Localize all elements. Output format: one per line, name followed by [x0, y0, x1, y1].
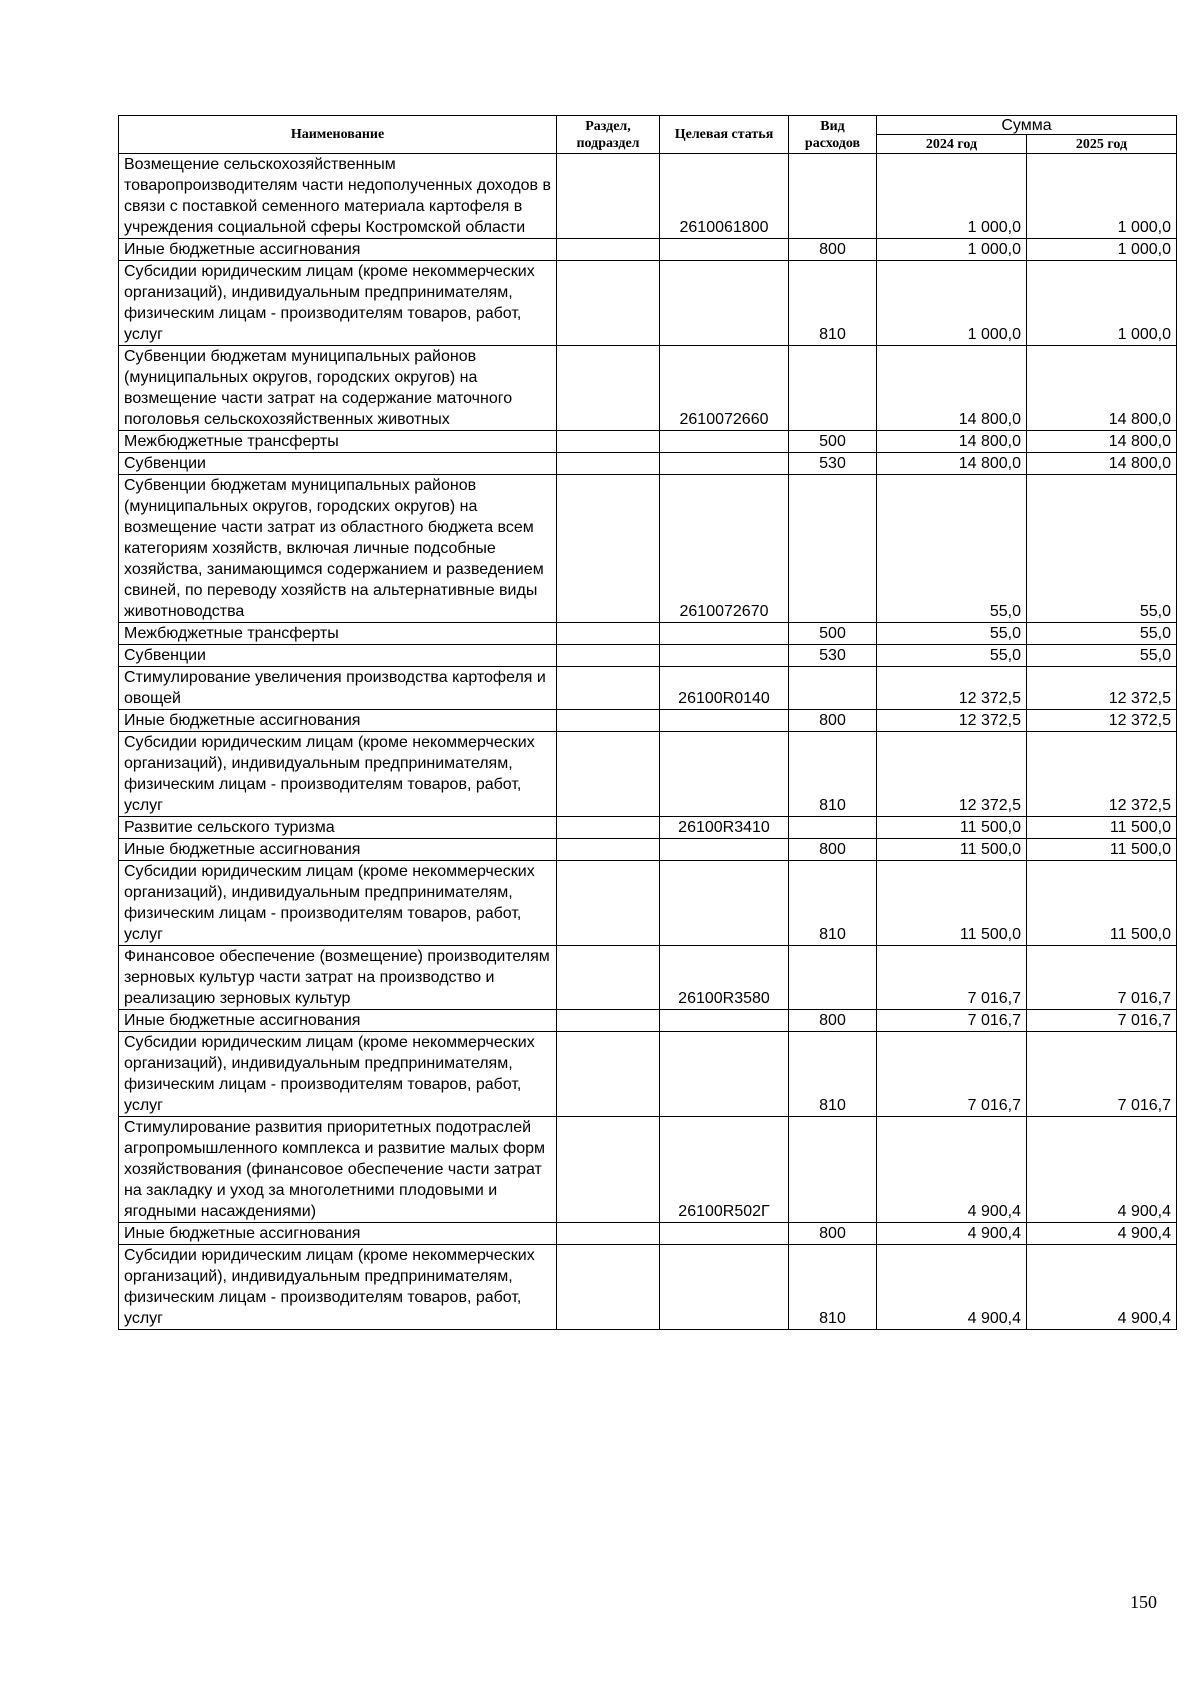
cell-section	[557, 623, 660, 645]
page-number: 150	[1130, 1592, 1157, 1612]
cell-2024: 11 500,0	[877, 839, 1027, 861]
cell-target	[660, 710, 789, 732]
table-row	[119, 1010, 1177, 1032]
cell-name: Возмещение сельскохозяйственным товаропроизводителям части недополученных доходов в связи с поставкой семенного материала картофеля в учреждения социальной сферы Костромской области	[119, 154, 557, 239]
cell-2025: 12 372,5	[1027, 732, 1177, 817]
cell-target	[660, 453, 789, 475]
cell-name: Стимулирование увеличения производства картофеля и овощей	[119, 667, 557, 710]
cell-2025: 14 800,0	[1027, 346, 1177, 431]
cell-name: Субвенции	[119, 645, 557, 667]
header-section: Раздел, подраздел	[557, 116, 660, 154]
header-name: Наименование	[119, 116, 557, 154]
cell-name: Иные бюджетные ассигнования	[119, 710, 557, 732]
cell-type	[789, 475, 877, 623]
table-row	[119, 839, 1177, 861]
cell-name: Межбюджетные трансферты	[119, 431, 557, 453]
header-sum: Сумма	[877, 116, 1177, 135]
cell-2025: 4 900,4	[1027, 1117, 1177, 1223]
cell-2025: 12 372,5	[1027, 667, 1177, 710]
cell-name: Субвенции бюджетам муниципальных районов (муниципальных округов, городских округов) на возмещение части затрат на содержание маточного поголовья сельскохозяйственных животных	[119, 346, 557, 431]
table-row	[119, 710, 1177, 732]
cell-target: 2610061800	[660, 154, 789, 239]
cell-2024: 7 016,7	[877, 946, 1027, 1010]
cell-2025: 4 900,4	[1027, 1223, 1177, 1245]
cell-section	[557, 817, 660, 839]
cell-2024: 4 900,4	[877, 1223, 1027, 1245]
cell-type: 500	[789, 623, 877, 645]
cell-target: 2610072670	[660, 475, 789, 623]
cell-2025: 7 016,7	[1027, 946, 1177, 1010]
cell-name: Субсидии юридическим лицам (кроме некоммерческих организаций), индивидуальным предпринимателям, физическим лицам - производителям товаров, работ, услуг	[119, 261, 557, 346]
header-year-2024: 2024 год	[877, 135, 1027, 154]
cell-name: Иные бюджетные ассигнования	[119, 1223, 557, 1245]
cell-2025: 11 500,0	[1027, 839, 1177, 861]
cell-2024: 55,0	[877, 623, 1027, 645]
cell-name: Субсидии юридическим лицам (кроме некоммерческих организаций), индивидуальным предпринимателям, физическим лицам - производителям товаров, работ, услуг	[119, 1245, 557, 1330]
cell-type: 530	[789, 645, 877, 667]
cell-name: Субвенции бюджетам муниципальных районов (муниципальных округов, городских округов) на возмещение части затрат из областного бюджета всем категориям хозяйств, включая личные подсобные хозяйства, занимающимся содержанием и разведением свиней, по переводу хозяйств на альтернативные виды животноводства	[119, 475, 557, 623]
cell-name: Субсидии юридическим лицам (кроме некоммерческих организаций), индивидуальным предпринимателям, физическим лицам - производителям товаров, работ, услуг	[119, 732, 557, 817]
cell-type: 810	[789, 1032, 877, 1117]
table-row	[119, 1117, 1177, 1223]
table-row	[119, 154, 1177, 239]
cell-target	[660, 861, 789, 946]
cell-section	[557, 1010, 660, 1032]
cell-2024: 11 500,0	[877, 817, 1027, 839]
table-row	[119, 645, 1177, 667]
cell-target: 26100R3410	[660, 817, 789, 839]
cell-target	[660, 623, 789, 645]
cell-section	[557, 861, 660, 946]
cell-type	[789, 667, 877, 710]
table-row	[119, 1245, 1177, 1330]
cell-name: Межбюджетные трансферты	[119, 623, 557, 645]
cell-2024: 55,0	[877, 645, 1027, 667]
cell-section	[557, 667, 660, 710]
cell-target	[660, 239, 789, 261]
header-target: Целевая статья	[660, 116, 789, 154]
cell-target	[660, 1223, 789, 1245]
cell-section	[557, 453, 660, 475]
table-row	[119, 667, 1177, 710]
cell-section	[557, 1223, 660, 1245]
cell-target	[660, 1010, 789, 1032]
cell-type: 800	[789, 839, 877, 861]
cell-type: 810	[789, 261, 877, 346]
table-header	[119, 116, 1177, 154]
cell-section	[557, 839, 660, 861]
cell-type: 810	[789, 861, 877, 946]
table-row	[119, 475, 1177, 623]
cell-type	[789, 154, 877, 239]
table-row	[119, 1223, 1177, 1245]
cell-target	[660, 431, 789, 453]
cell-2024: 4 900,4	[877, 1245, 1027, 1330]
cell-section	[557, 239, 660, 261]
cell-2024: 1 000,0	[877, 239, 1027, 261]
cell-section	[557, 946, 660, 1010]
cell-2025: 1 000,0	[1027, 239, 1177, 261]
cell-section	[557, 346, 660, 431]
cell-name: Субвенции	[119, 453, 557, 475]
cell-target	[660, 732, 789, 817]
cell-type	[789, 1117, 877, 1223]
cell-name: Субсидии юридическим лицам (кроме некоммерческих организаций), индивидуальным предпринимателям, физическим лицам - производителям товаров, работ, услуг	[119, 861, 557, 946]
cell-name: Субсидии юридическим лицам (кроме некоммерческих организаций), индивидуальным предпринимателям, физическим лицам - производителям товаров, работ, услуг	[119, 1032, 557, 1117]
cell-section	[557, 261, 660, 346]
cell-target	[660, 1245, 789, 1330]
cell-2025: 11 500,0	[1027, 817, 1177, 839]
cell-type: 810	[789, 732, 877, 817]
table-row	[119, 946, 1177, 1010]
table-row	[119, 239, 1177, 261]
cell-target: 26100R502Г	[660, 1117, 789, 1223]
cell-target	[660, 645, 789, 667]
table-row	[119, 346, 1177, 431]
cell-section	[557, 431, 660, 453]
cell-2024: 4 900,4	[877, 1117, 1027, 1223]
cell-section	[557, 645, 660, 667]
cell-2025: 1 000,0	[1027, 154, 1177, 239]
cell-target	[660, 839, 789, 861]
table-row	[119, 861, 1177, 946]
cell-section	[557, 710, 660, 732]
cell-type: 800	[789, 710, 877, 732]
cell-section	[557, 1032, 660, 1117]
cell-section	[557, 1117, 660, 1223]
cell-type: 810	[789, 1245, 877, 1330]
cell-2024: 11 500,0	[877, 861, 1027, 946]
table-row	[119, 732, 1177, 817]
cell-name: Стимулирование развития приоритетных подотраслей агропромышленного комплекса и развитие малых форм хозяйствования (финансовое обеспечение части затрат на закладку и уход за многолетними плодовыми и ягодными насаждениями)	[119, 1117, 557, 1223]
header-type: Вид расходов	[789, 116, 877, 154]
cell-section	[557, 1245, 660, 1330]
table-row	[119, 623, 1177, 645]
cell-2025: 1 000,0	[1027, 261, 1177, 346]
cell-2025: 12 372,5	[1027, 710, 1177, 732]
cell-target: 26100R3580	[660, 946, 789, 1010]
cell-2025: 14 800,0	[1027, 431, 1177, 453]
cell-2024: 55,0	[877, 475, 1027, 623]
cell-2024: 14 800,0	[877, 346, 1027, 431]
budget-table	[118, 115, 1177, 1330]
cell-name: Иные бюджетные ассигнования	[119, 839, 557, 861]
cell-section	[557, 732, 660, 817]
cell-2025: 14 800,0	[1027, 453, 1177, 475]
cell-2024: 12 372,5	[877, 667, 1027, 710]
cell-name: Иные бюджетные ассигнования	[119, 239, 557, 261]
cell-type	[789, 817, 877, 839]
cell-type	[789, 346, 877, 431]
cell-type: 800	[789, 1010, 877, 1032]
cell-2024: 12 372,5	[877, 732, 1027, 817]
cell-type: 500	[789, 431, 877, 453]
cell-2025: 7 016,7	[1027, 1032, 1177, 1117]
cell-type	[789, 946, 877, 1010]
cell-2025: 55,0	[1027, 623, 1177, 645]
cell-2025: 55,0	[1027, 475, 1177, 623]
cell-2024: 7 016,7	[877, 1010, 1027, 1032]
cell-name: Иные бюджетные ассигнования	[119, 1010, 557, 1032]
cell-2024: 12 372,5	[877, 710, 1027, 732]
table-row	[119, 431, 1177, 453]
cell-name: Финансовое обеспечение (возмещение) производителям зерновых культур части затрат на производство и реализацию зерновых культур	[119, 946, 557, 1010]
cell-target	[660, 1032, 789, 1117]
cell-2025: 55,0	[1027, 645, 1177, 667]
cell-type: 530	[789, 453, 877, 475]
cell-target: 2610072660	[660, 346, 789, 431]
table-row	[119, 261, 1177, 346]
cell-type: 800	[789, 1223, 877, 1245]
cell-2024: 1 000,0	[877, 154, 1027, 239]
table-body	[119, 154, 1177, 1330]
cell-2025: 7 016,7	[1027, 1010, 1177, 1032]
table-row	[119, 817, 1177, 839]
cell-type: 800	[789, 239, 877, 261]
cell-name: Развитие сельского туризма	[119, 817, 557, 839]
cell-2024: 7 016,7	[877, 1032, 1027, 1117]
cell-2024: 1 000,0	[877, 261, 1027, 346]
table-row	[119, 453, 1177, 475]
cell-target	[660, 261, 789, 346]
cell-section	[557, 475, 660, 623]
cell-2024: 14 800,0	[877, 431, 1027, 453]
cell-2025: 11 500,0	[1027, 861, 1177, 946]
cell-2024: 14 800,0	[877, 453, 1027, 475]
table-row	[119, 1032, 1177, 1117]
cell-2025: 4 900,4	[1027, 1245, 1177, 1330]
cell-target: 26100R0140	[660, 667, 789, 710]
header-year-2025: 2025 год	[1027, 135, 1177, 154]
cell-section	[557, 154, 660, 239]
